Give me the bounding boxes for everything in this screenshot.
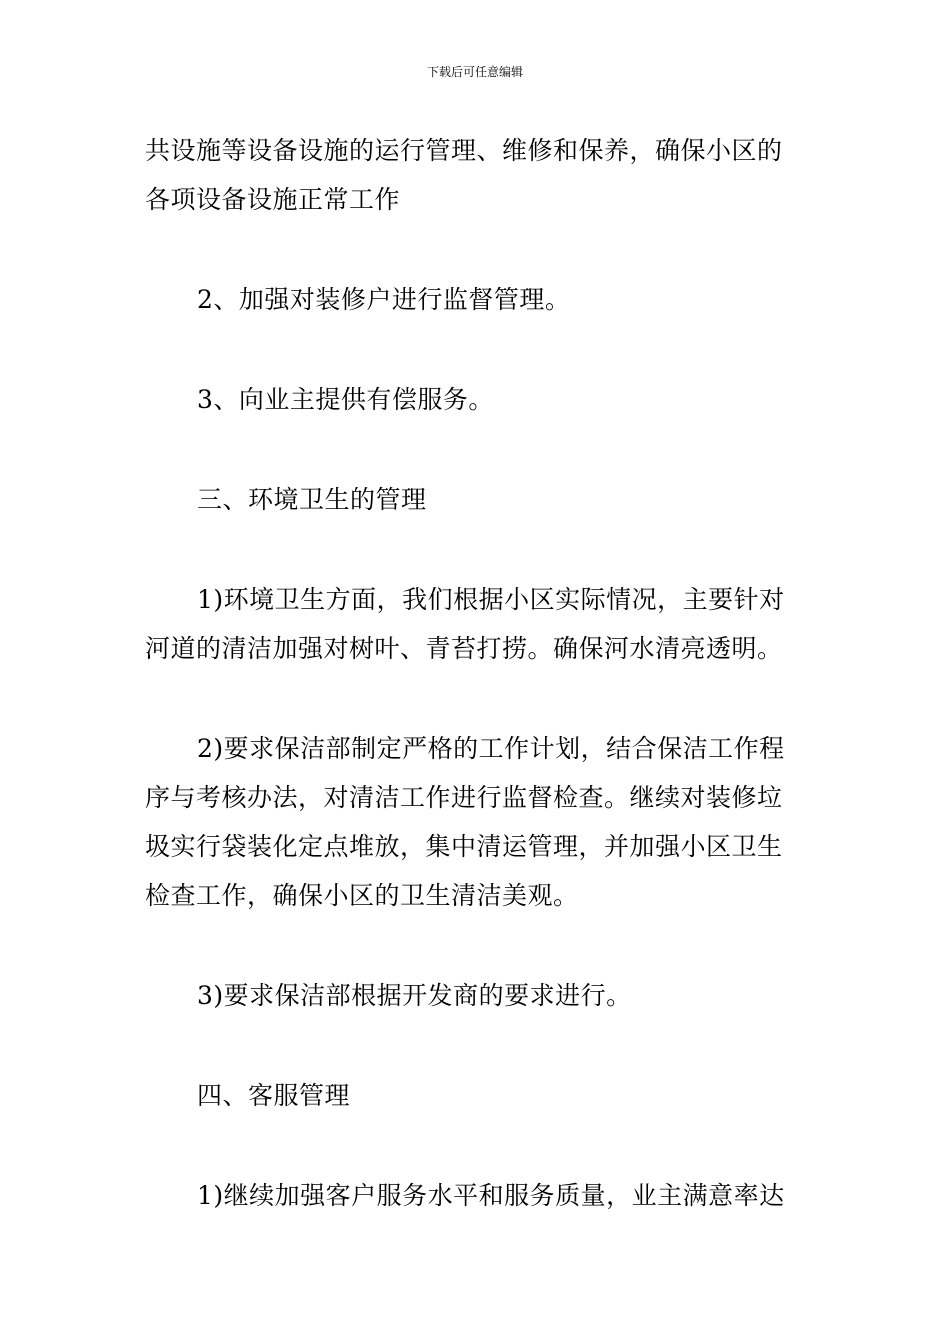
text-line: 共设施等设备设施的运行管理、维修和保养，确保小区的 <box>145 136 783 165</box>
text-line: 各项设备设施正常工作 <box>145 185 401 214</box>
text-line: 2、加强对装修户进行监督管理。 <box>197 285 571 314</box>
text-line: 序与考核办法，对清洁工作进行监督检查。继续对装修垃 <box>145 783 783 812</box>
paragraph-9 <box>145 1171 810 1220</box>
text-line: 四、客服管理 <box>197 1081 351 1110</box>
paragraph-6 <box>145 724 810 920</box>
text-line: 3、向业主提供有偿服务。 <box>197 385 494 414</box>
paragraph-7 <box>145 971 810 1020</box>
document-body <box>145 126 810 1271</box>
section-heading-customer-service <box>145 1071 810 1120</box>
text-line: 2)要求保洁部制定严格的工作计划，结合保洁工作程 <box>197 734 785 763</box>
text-line: 检查工作，确保小区的卫生清洁美观。 <box>145 881 579 910</box>
text-line: 河道的清洁加强对树叶、青苔打捞。确保河水清亮透明。 <box>145 634 783 663</box>
text-line: 三、环境卫生的管理 <box>197 485 427 514</box>
page-header: 下载后可任意编辑 <box>426 65 523 79</box>
text-line: 1)继续加强客户服务水平和服务质量，业主满意率达 <box>197 1181 785 1210</box>
paragraph-1 <box>145 126 810 224</box>
paragraph-2 <box>145 275 810 324</box>
text-line: 3)要求保洁部根据开发商的要求进行。 <box>197 981 632 1010</box>
text-line: 1)环境卫生方面，我们根据小区实际情况，主要针对 <box>197 585 785 614</box>
text-line: 圾实行袋装化定点堆放，集中清运管理，并加强小区卫生 <box>145 832 783 861</box>
paragraph-3 <box>145 375 810 424</box>
section-heading-environment <box>145 475 810 524</box>
paragraph-5 <box>145 575 810 673</box>
